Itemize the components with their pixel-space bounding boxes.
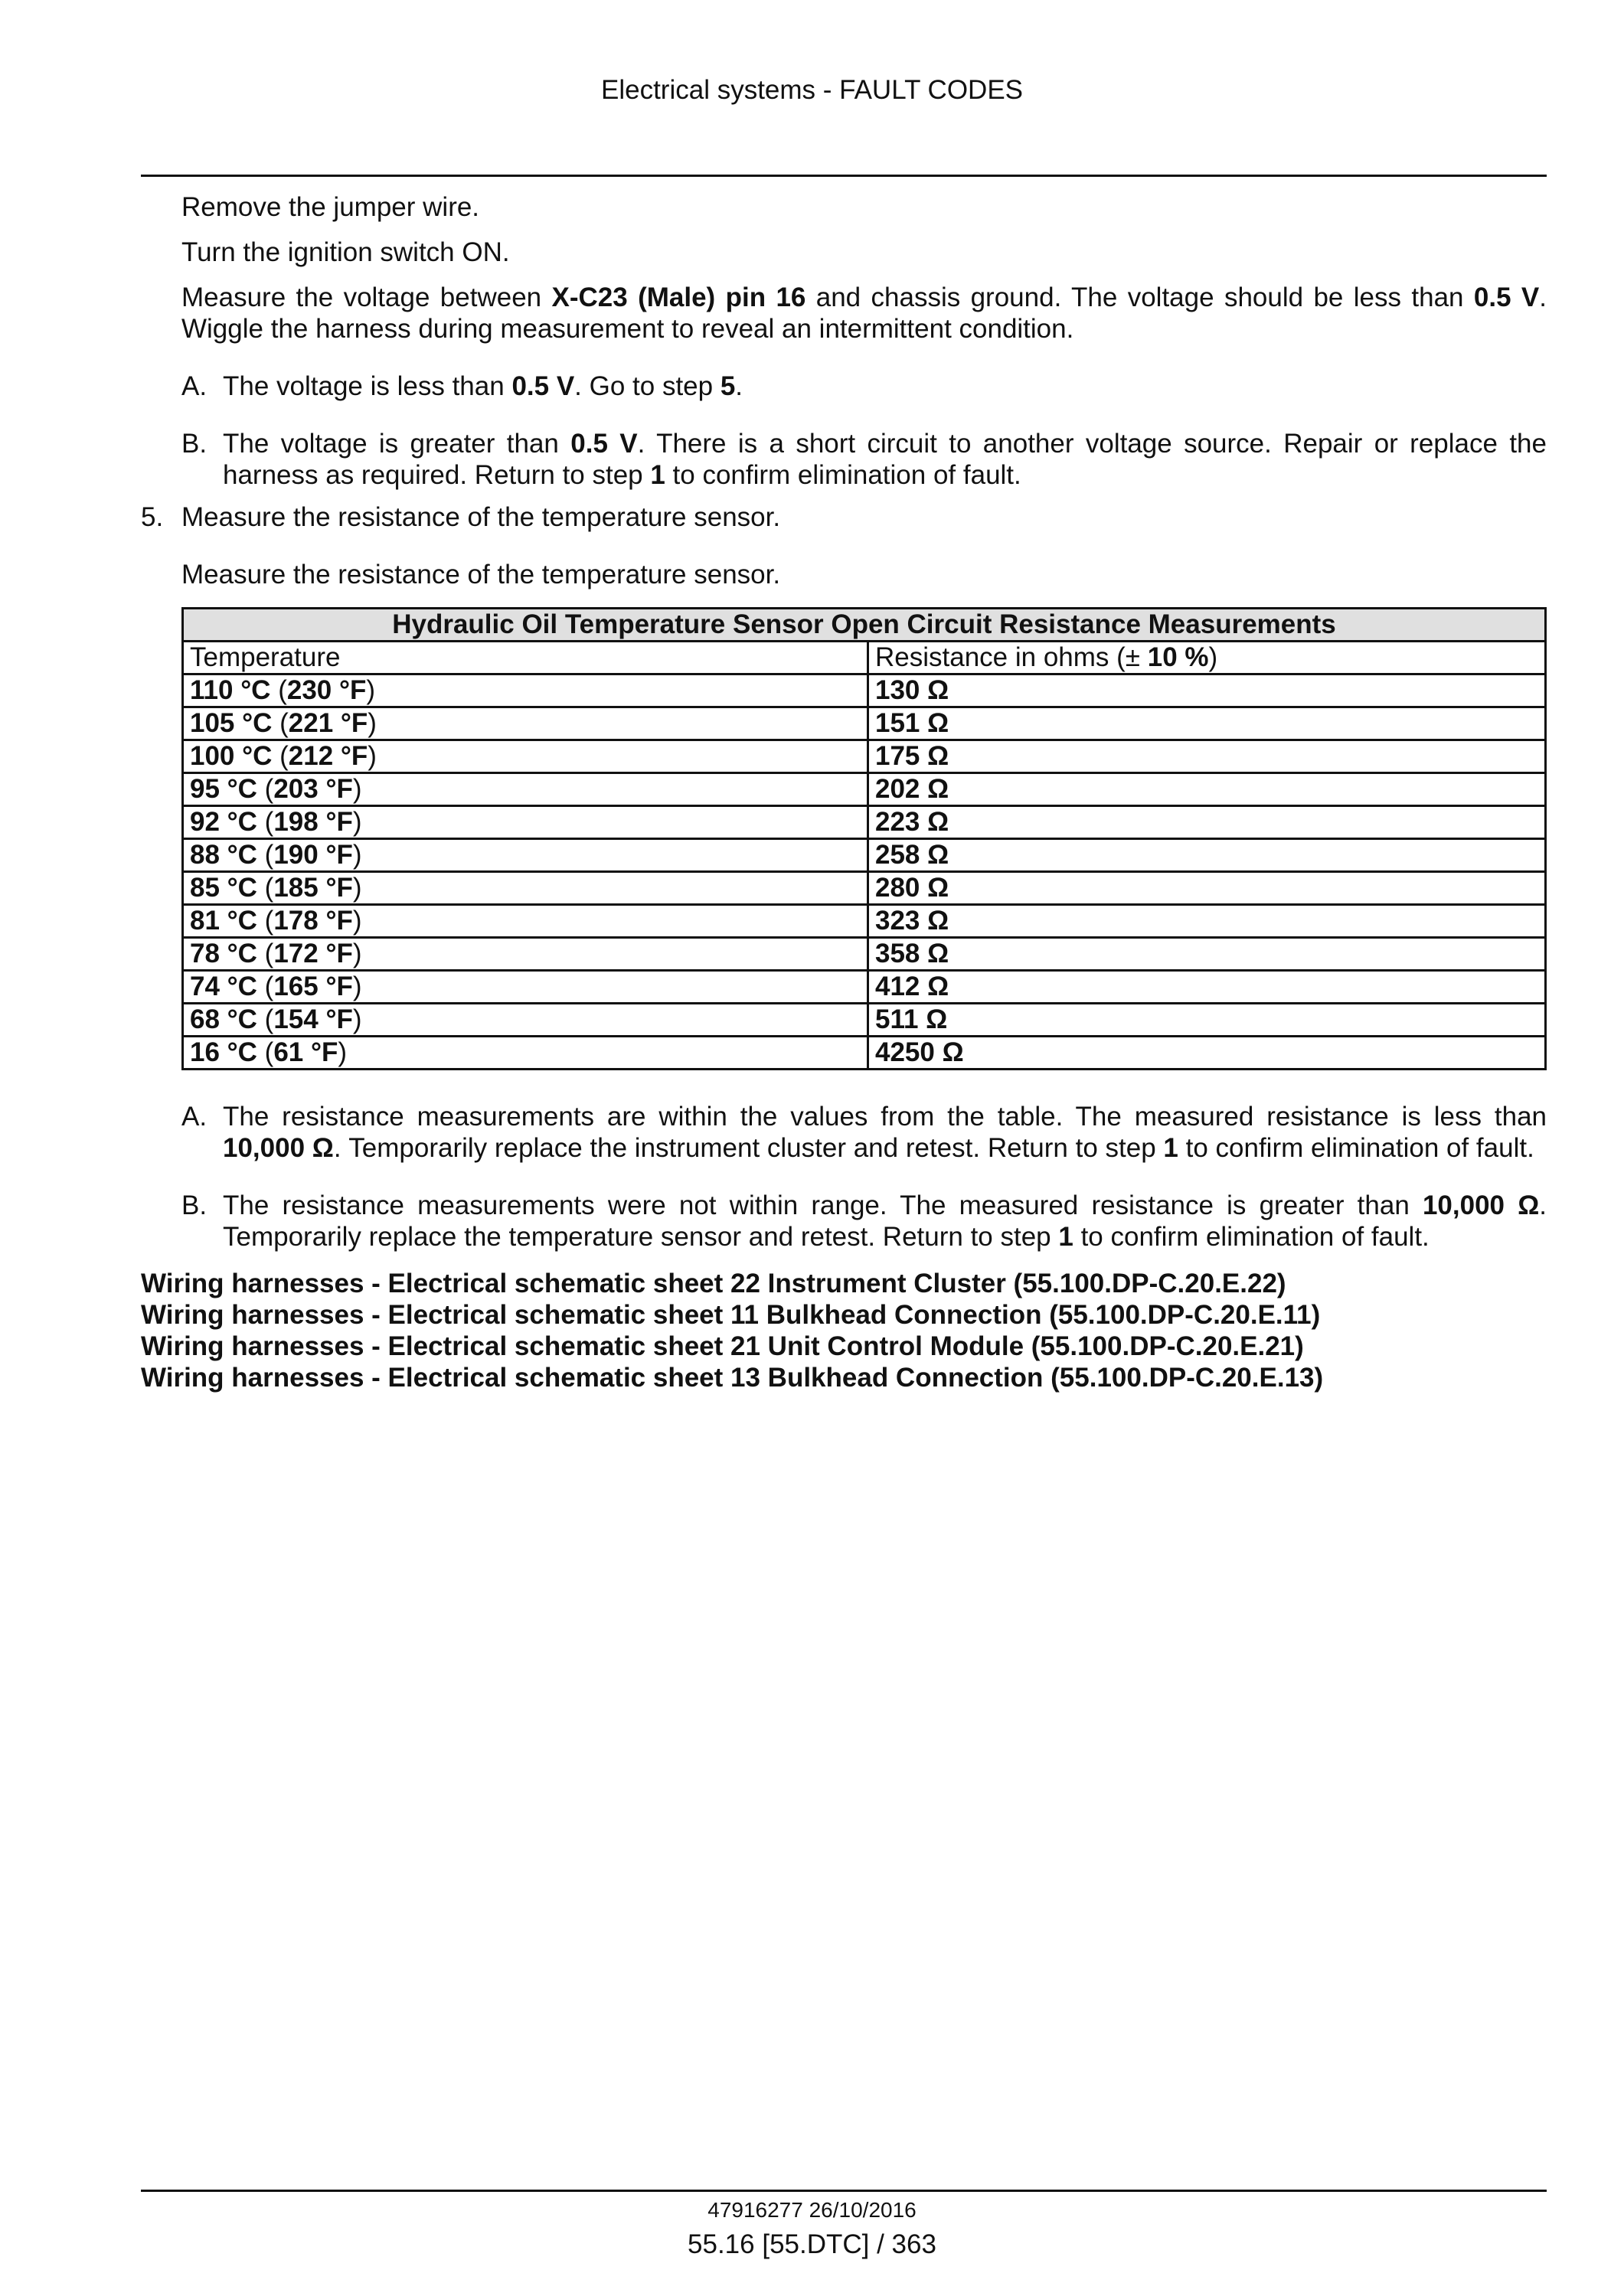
temperature-cell: 92 °C (198 °F) [183,806,868,839]
schematic-link-sheet-21[interactable]: Wiring harnesses - Electrical schematic sheet 21 Unit Control Module (55.100.DP-C.20.E.21) [141,1331,1304,1361]
option-a-voltage: A. The voltage is less than 0.5 V. Go to step 5. [181,371,743,401]
resistance-cell: 202 Ω [868,773,1546,806]
table-caption: Hydraulic Oil Temperature Sensor Open Circuit Resistance Measurements [183,609,1546,642]
temperature-cell: 74 °C (165 °F) [183,971,868,1004]
paragraph-ignition-on: Turn the ignition switch ON. [181,237,510,267]
resistance-cell: 4250 Ω [868,1037,1546,1070]
table-row [183,872,1546,905]
table-row [183,1004,1546,1037]
resistance-cell: 412 Ω [868,971,1546,1004]
table-row [183,740,1546,773]
temperature-cell: 88 °C (190 °F) [183,839,868,872]
option-a-resistance: A. The resistance measurements are within the values from the table. The measured resistance is less than 10,000 Ω. Temporarily replace the instrument cluster and retest. Return to step 1 to confirm elimination of fault. [181,1102,1547,1163]
temperature-cell: 16 °C (61 °F) [183,1037,868,1070]
temperature-cell: 81 °C (178 °F) [183,905,868,938]
option-b-voltage: B. The voltage is greater than 0.5 V. There is a short circuit to another voltage source. Repair or replace the harness as required. Return to step 1 to confirm elimination of fault. [181,429,1547,490]
step-5 [141,501,1547,533]
table-row [183,1037,1546,1070]
resistance-cell: 323 Ω [868,905,1546,938]
resistance-table [181,607,1547,1070]
temperature-cell: 95 °C (203 °F) [183,773,868,806]
table-header-resistance: Resistance in ohms (± 10 %) [868,642,1546,674]
table-row [183,905,1546,938]
table-row [183,707,1546,740]
paragraph-measure-resistance: Measure the resistance of the temperature sensor. [181,560,781,590]
footer-document-id: 47916277 26/10/2016 [707,2198,917,2222]
schematic-link-sheet-13[interactable]: Wiring harnesses - Electrical schematic sheet 13 Bulkhead Connection (55.100.DP-C.20.E.13) [141,1363,1324,1393]
table-row [183,839,1546,872]
temperature-cell: 105 °C (221 °F) [183,707,868,740]
resistance-cell: 280 Ω [868,872,1546,905]
schematic-link-sheet-11[interactable]: Wiring harnesses - Electrical schematic sheet 11 Bulkhead Connection (55.100.DP-C.20.E.11) [141,1300,1321,1330]
temperature-cell: 78 °C (172 °F) [183,938,868,971]
schematic-links [141,1268,1547,1393]
option-b-resistance: B. The resistance measurements were not within range. The measured resistance is greater than 10,000 Ω. Temporarily replace the temperature sensor and retest. Return to step 1 to confirm elimination of fault. [181,1190,1547,1252]
page-header-title: Electrical systems - FAULT CODES [600,75,1024,105]
table-header-temperature: Temperature [183,642,868,674]
header-rule [141,175,1547,177]
page-content [141,191,1547,1393]
table-row [183,938,1546,971]
resistance-cell: 358 Ω [868,938,1546,971]
temperature-cell: 110 °C (230 °F) [183,674,868,707]
footer-page-number: 55.16 [55.DTC] / 363 [688,2229,936,2259]
temperature-cell: 85 °C (185 °F) [183,872,868,905]
temperature-cell: 68 °C (154 °F) [183,1004,868,1037]
table-body [183,674,1546,1070]
resistance-cell: 151 Ω [868,707,1546,740]
schematic-link-sheet-22[interactable]: Wiring harnesses - Electrical schematic sheet 22 Instrument Cluster (55.100.DP-C.20.E.22) [141,1269,1286,1298]
resistance-cell: 130 Ω [868,674,1546,707]
paragraph-remove-jumper: Remove the jumper wire. [181,192,480,222]
table-row [183,773,1546,806]
step-number: 5. [141,502,164,532]
temperature-cell: 100 °C (212 °F) [183,740,868,773]
step-text: Measure the resistance of the temperature sensor. [181,502,781,532]
resistance-cell: 223 Ω [868,806,1546,839]
resistance-cell: 175 Ω [868,740,1546,773]
resistance-cell: 511 Ω [868,1004,1546,1037]
paragraph-measure-voltage: Measure the voltage between X-C23 (Male) pin 16 and chassis ground. The voltage should be less than 0.5 V. Wiggle the harness during measurement to reveal an intermittent condition. [181,283,1547,344]
table-row [183,674,1546,707]
table-row [183,971,1546,1004]
table-row [183,806,1546,839]
footer-rule [141,2190,1547,2192]
resistance-cell: 258 Ω [868,839,1546,872]
